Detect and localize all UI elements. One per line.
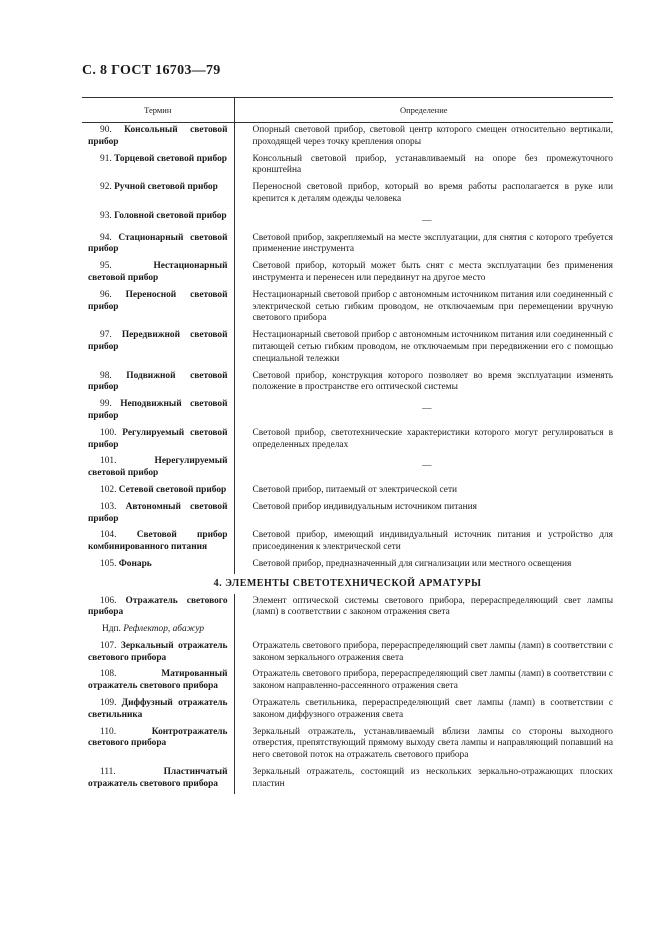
term-cell <box>82 426 234 455</box>
definition-text: Элемент оптической системы светового прибора, перераспределяющий свет лампы (ламп) в соответствии с законом отражения света <box>252 595 613 618</box>
table-row <box>82 594 613 623</box>
definition-text: Световой прибор, светотехнические характеристики которого могут регулироваться в определенных пределах <box>252 427 613 450</box>
definition-cell <box>234 528 613 557</box>
term-number: 100. <box>100 427 117 438</box>
table-row <box>82 696 613 725</box>
table-header-row <box>82 98 613 123</box>
table-row <box>82 397 613 426</box>
note-text: Рефлектор, абажур <box>123 624 205 635</box>
definition-cell <box>234 426 613 455</box>
term-number: 97. <box>100 330 112 341</box>
definition-cell <box>234 765 613 794</box>
term-text: Автономный световой прибор <box>88 501 228 524</box>
note-definition-cell <box>234 622 613 639</box>
term-text: Подвижной световой прибор <box>88 370 228 393</box>
table-row <box>82 288 613 328</box>
table-row <box>82 725 613 765</box>
table-body-b <box>82 639 613 794</box>
section-heading-row <box>82 574 613 594</box>
table-row <box>82 180 613 209</box>
term-text: Контротражатель светового прибора <box>88 726 228 749</box>
definition-text: Отражатель светильника, перераспределяющий свет лампы (ламп) в соответствии с законом диффузного отражения света <box>252 698 613 720</box>
table-row <box>82 639 613 668</box>
term-cell <box>82 696 234 725</box>
page-header: С. 8 ГОСТ 16703—79 <box>82 63 221 78</box>
term-text: Неподвижный световой прибор <box>88 399 228 421</box>
term-cell <box>82 500 234 529</box>
term-cell <box>82 180 234 209</box>
term-number: 109. <box>100 698 117 709</box>
definition-text: Световой прибор, имеющий индивидуальный источник питания и устройство для присоединения к электрической сети <box>252 530 613 553</box>
definition-text: Нестационарный световой прибор с автономным источником питания или соединенный с электрической сетью гибким проводом, не отключаемым при перемещении вручную светового прибора <box>252 289 613 324</box>
term-cell <box>82 483 234 500</box>
note-label: Ндп. <box>102 624 121 635</box>
column-header-definition: Определение <box>399 105 448 115</box>
definition-text: Зеркальный отражатель, состоящий из нескольких зеркально-отражающих плоских пластин <box>252 767 613 789</box>
definition-cell <box>234 594 613 623</box>
term-text: Регулируемый световой прибор <box>88 427 228 450</box>
term-text: Торцевой световой прибор <box>114 153 228 164</box>
term-cell <box>82 209 234 231</box>
table-row <box>82 765 613 794</box>
term-cell <box>82 328 234 368</box>
table-row <box>82 123 613 152</box>
term-number: 91. <box>100 153 112 164</box>
term-text: Матированный отражатель светового прибора <box>88 669 228 692</box>
term-cell <box>82 397 234 426</box>
definition-cell <box>234 259 613 288</box>
definition-cell <box>234 696 613 725</box>
term-text: Консольный световой прибор <box>88 125 228 147</box>
term-cell <box>82 557 234 574</box>
term-number: 103. <box>100 501 117 512</box>
term-text: Диффузный отражатель светильника <box>88 698 228 720</box>
term-text: Стационарный световой прибор <box>88 232 228 255</box>
definition-cell <box>234 152 613 181</box>
term-text: Сетевой световой прибор <box>118 484 227 495</box>
table-row <box>82 500 613 529</box>
term-cell <box>82 639 234 668</box>
term-cell <box>82 123 234 152</box>
table-row <box>82 557 613 574</box>
definition-text: — <box>422 404 432 415</box>
term-number: 93. <box>100 210 112 221</box>
term-number: 101. <box>100 456 117 467</box>
definition-text: — <box>422 461 432 472</box>
definition-cell <box>234 667 613 696</box>
term-number: 96. <box>100 289 112 300</box>
term-number: 111. <box>100 767 116 778</box>
table-row <box>82 454 613 483</box>
table-body-section <box>82 574 613 639</box>
note-row <box>82 622 613 639</box>
definition-cell <box>234 454 613 483</box>
term-cell <box>82 594 234 623</box>
definition-text: — <box>422 215 432 226</box>
term-cell <box>82 725 234 765</box>
definition-cell <box>234 725 613 765</box>
term-cell <box>82 765 234 794</box>
definition-cell <box>234 288 613 328</box>
definition-text: Отражатель светового прибора, перераспределяющий свет лампы (ламп) в соответствии с законом направленно-рассеянного отражения света <box>252 669 613 692</box>
term-text: Головной световой прибор <box>114 210 227 221</box>
terms-table <box>82 97 613 794</box>
table-row <box>82 528 613 557</box>
section-heading: 4. ЭЛЕМЕНТЫ СВЕТОТЕХНИЧЕСКОЙ АРМАТУРЫ <box>213 577 482 589</box>
note-cell <box>82 622 234 639</box>
term-cell <box>82 152 234 181</box>
definition-text: Световой прибор, питаемый от электрической сети <box>252 484 458 495</box>
term-number: 107. <box>100 640 117 651</box>
definition-text: Нестационарный световой прибор с автономным источником питания или соединенный с питающей сетью гибким проводом, не отключаемым при передвижении его с помощью специальной тележки <box>252 330 613 364</box>
definition-cell <box>234 500 613 529</box>
term-text: Фонарь <box>118 558 152 569</box>
table-row <box>82 369 613 398</box>
definition-cell <box>234 483 613 500</box>
definition-cell <box>234 180 613 209</box>
term-number: 104. <box>100 530 117 541</box>
term-number: 90. <box>100 125 112 135</box>
term-number: 106. <box>100 595 117 606</box>
term-cell <box>82 231 234 260</box>
term-number: 105. <box>100 558 117 569</box>
definition-cell <box>234 397 613 426</box>
term-cell <box>82 369 234 398</box>
definition-text: Световой прибор, конструкция которого позволяет во время эксплуатации изменять положение в пространстве его оптической системы <box>252 370 613 393</box>
term-text: Световой прибор комбинированного питания <box>88 530 228 553</box>
term-number: 98. <box>100 370 112 381</box>
table-row <box>82 667 613 696</box>
term-cell <box>82 454 234 483</box>
definition-text: Световой прибор, закрепляемый на месте эксплуатации, для снятия с которого требуется применение инструмента <box>252 232 613 255</box>
term-number: 94. <box>100 232 112 243</box>
table-row <box>82 483 613 500</box>
table-row <box>82 259 613 288</box>
term-number: 99. <box>100 399 112 410</box>
definition-text: Световой прибор, который может быть снят с места эксплуатации без применения инструмента и перенесен или передвинут на другое место <box>252 261 613 283</box>
term-number: 108. <box>100 669 117 680</box>
definition-cell <box>234 369 613 398</box>
term-number: 92. <box>100 182 112 193</box>
definition-text: Переносной световой прибор, который во время работы располагается в руке или крепится к деталям одежды человека <box>252 182 613 204</box>
term-text: Нерегулируемый световой прибор <box>88 456 228 479</box>
term-number: 102. <box>100 484 117 495</box>
table-row <box>82 152 613 181</box>
term-number: 110. <box>100 726 117 737</box>
term-text: Отражатель светового прибора <box>88 595 228 618</box>
definition-cell <box>234 639 613 668</box>
term-cell <box>82 667 234 696</box>
definition-cell <box>234 231 613 260</box>
definition-cell <box>234 123 613 152</box>
definition-cell <box>234 209 613 231</box>
term-cell <box>82 259 234 288</box>
term-text: Пластинчатый отражатель светового прибора <box>88 767 228 789</box>
term-text: Переносной световой прибор <box>88 289 228 312</box>
definition-text: Световой прибор, предназначенный для сигнализации или местного освещения <box>252 558 572 569</box>
definition-text: Опорный световой прибор, световой центр которого смещен относительно вертикали, проходящей через точку крепления опоры <box>252 125 613 147</box>
table-row <box>82 209 613 231</box>
term-text: Ручной световой прибор <box>114 182 218 193</box>
definition-text: Зеркальный отражатель, устанавливаемый вблизи лампы со стороны выходного отверстия, препятствующий прямому выходу света лампы и направляющий попавший на него световой поток на отражатель светового прибора <box>252 726 613 761</box>
definition-cell <box>234 557 613 574</box>
definition-text: Консольный световой прибор, устанавливаемый на опоре без промежуточного кронштейна <box>252 153 613 176</box>
term-text: Зеркальный отражатель светового прибора <box>88 640 228 663</box>
term-text: Передвижной световой прибор <box>88 330 228 352</box>
table-row <box>82 231 613 260</box>
definition-text: Световой прибор индивидуальным источником питания <box>252 501 477 512</box>
column-header-term: Термин <box>82 98 234 123</box>
term-number: 95. <box>100 261 112 272</box>
definition-text: Отражатель светового прибора, перераспределяющий свет лампы (ламп) в соответствии с законом зеркального отражения света <box>252 640 613 663</box>
term-cell <box>82 288 234 328</box>
definition-cell <box>234 328 613 368</box>
term-cell <box>82 528 234 557</box>
table-body-a <box>82 123 613 574</box>
table-row <box>82 328 613 368</box>
term-text: Нестационарный световой прибор <box>88 261 228 283</box>
table-row <box>82 426 613 455</box>
